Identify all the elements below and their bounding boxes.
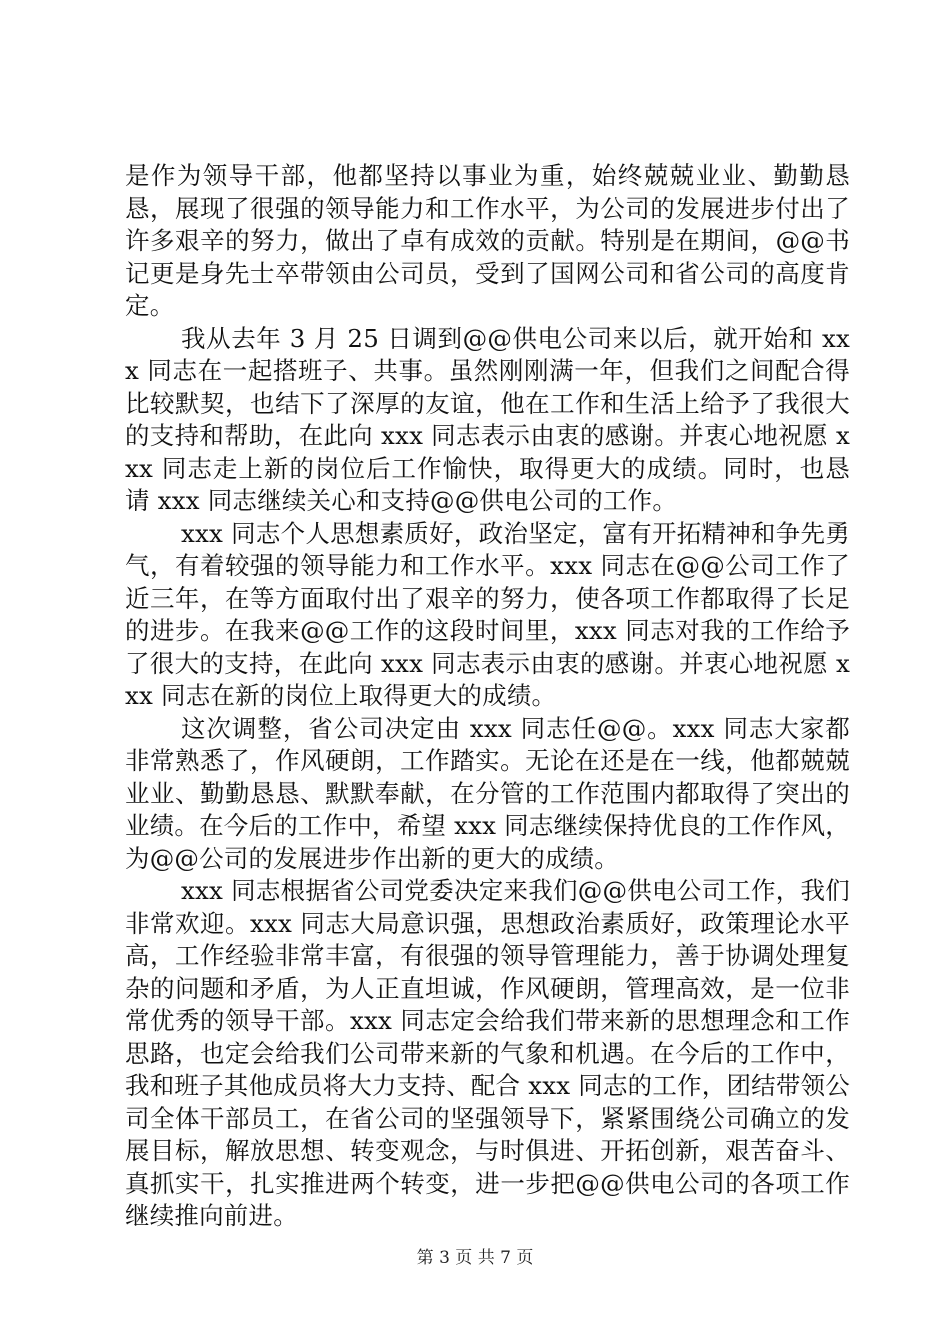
paragraph-5: xxx 同志根据省公司党委决定来我们@@供电公司工作，我们非常欢迎。xxx 同志大局意识强，思想政治素质好，政策理论水平高，工作经验非常丰富，有很强的领导管理能力，善于协调处理复杂的问题和矛盾，为人正直坦诚，作风硬朗，管理高效，是一位非常优秀的领导干部。xxx 同志定会给我们带来新的思想理念和工作思路，也定会给我们公司带来新的气象和机遇。在今后的工作中，我和班子其他成员将大力支持、配合 xxx 同志的工作，团结带领公司全体干部员工，在省公司的坚强领导下，紧紧围绕公司确立的发展目标，解放思想、转变观念，与时俱进、开拓创新，艰苦奋斗、真抓实干，扎实推进两个转变，进一步把@@供电公司的各项工作继续推向前进。 [125,876,850,1230]
paragraph-3: xxx 同志个人思想素质好，政治坚定，富有开拓精神和争先勇气，有着较强的领导能力和工作水平。xxx 同志在@@公司工作了近三年，在等方面取付出了艰辛的努力，使各项工作都取得了长足的进步。在我来@@工作的这段时间里，xxx 同志对我的工作给予了很大的支持，在此向 xxx 同志表示由衷的感谢。并衷心地祝愿 xxx 同志在新的岗位上取得更大的成绩。 [125,518,850,710]
paragraph-1: 是作为领导干部，他都坚持以事业为重，始终兢兢业业、勤勤恳恳，展现了很强的领导能力和工作水平，为公司的发展进步付出了许多艰辛的努力，做出了卓有成效的贡献。特别是在期间，@@书记更是身先士卒带领由公司员，受到了国网公司和省公司的高度肯定。 [125,161,850,320]
document-body [125,160,850,1233]
paragraph-2: 我从去年 3 月 25 日调到@@供电公司来以后，就开始和 xxx 同志在一起搭班子、共事。虽然刚刚满一年，但我们之间配合得比较默契，也结下了深厚的友谊，他在工作和生活上给予了我很大的支持和帮助，在此向 xxx 同志表示由衷的感谢。并衷心地祝愿 xxx 同志走上新的岗位后工作愉快，取得更大的成绩。同时，也恳请 xxx 同志继续关心和支持@@供电公司的工作。 [125,323,850,515]
page-footer: 第 3 页 共 7 页 [416,1248,534,1268]
paragraph-4: 这次调整，省公司决定由 xxx 同志任@@。xxx 同志大家都非常熟悉了，作风硬朗，工作踏实。无论在还是在一线，他都兢兢业业、勤勤恳恳、默默奉献，在分管的工作范围内都取得了突出的业绩。在今后的工作中，希望 xxx 同志继续保持优良的工作作风，为@@公司的发展进步作出新的更大的成绩。 [125,713,850,873]
